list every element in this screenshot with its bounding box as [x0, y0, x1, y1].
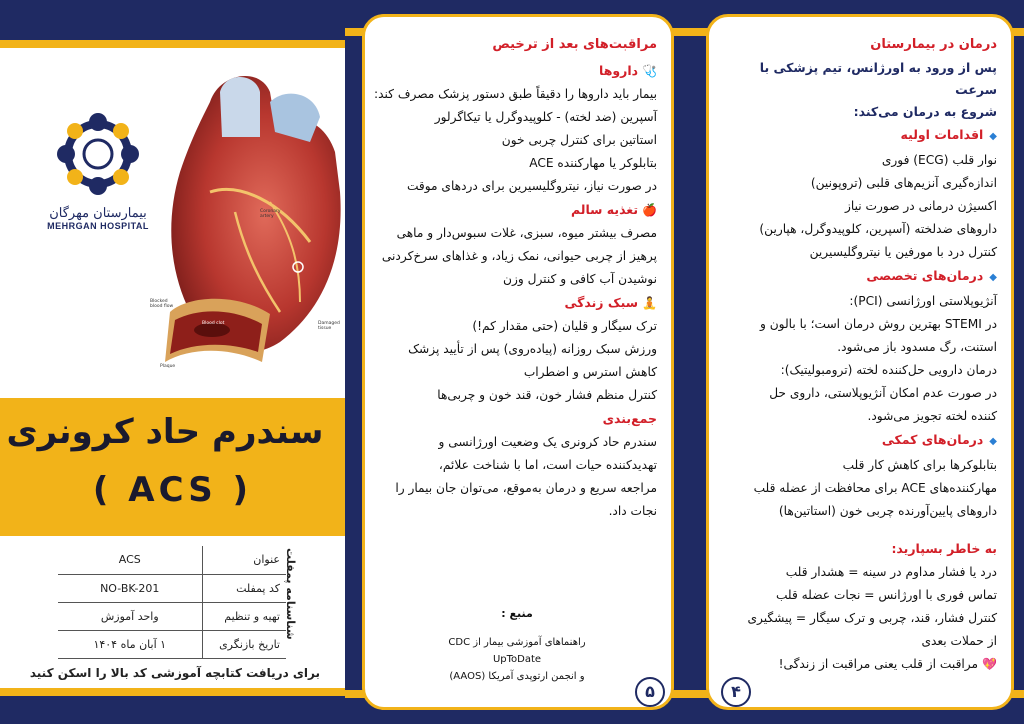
scan-note: برای دریافت کتابچه آموزشی کد بالا را اسکن کنید [29, 666, 320, 680]
nutrition-line: مصرف بیشتر میوه، سبزی، غلات سبوس‌دار و ماهی [396, 226, 657, 240]
first-aid-line: داروهای ضدلخته (آسپرین، کلوپیدوگرل، هپارین) [759, 222, 997, 236]
remember-final-text: مراقبت از قلب یعنی مراقبت از زندگی! [778, 657, 979, 671]
diamond-icon: ◆ [989, 131, 997, 142]
summary-line: نجات داد. [608, 504, 657, 518]
support-title [721, 428, 997, 454]
support-line: بتابلوکرها برای کاهش کار قلب [842, 458, 997, 472]
table-row [58, 630, 286, 658]
heart-icon: 💖 [982, 657, 997, 671]
lifestyle-title-text: سبک زندگی [564, 295, 639, 310]
source-line: UpToDate [492, 654, 542, 665]
pamphlet-id-table [58, 546, 286, 659]
lifestyle-line: کاهش استرس و اضطراب [523, 365, 657, 379]
meditation-icon: 🧘 [642, 296, 657, 310]
panel-page-5 [362, 14, 674, 710]
summary-line: تهدیدکننده حیات است، اما با شناخت علائم، [438, 458, 657, 472]
drugs-title-text: داروها [599, 63, 639, 78]
drug-line: در صورت نیاز، نیتروگلیسیرین برای دردهای موقت [406, 179, 657, 193]
svg-text:blood flow: blood flow [150, 304, 174, 309]
title-band [0, 398, 345, 536]
first-aid-line: اندازه‌گیری آنزیم‌های قلبی (تروپونین) [810, 176, 997, 190]
remember-line: کنترل فشار، قند، چربی و ترک سیگار = پیشگیری [747, 611, 997, 625]
drug-line: بتابلوکر یا مهارکننده ACE [529, 156, 657, 170]
cover-top-bar [0, 0, 345, 40]
pamphlet-title-en: ( ACS ) [92, 470, 253, 510]
stethoscope-icon: 🩺 [642, 64, 657, 78]
id-value: ACS [58, 546, 202, 574]
diamond-icon: ◆ [989, 272, 997, 283]
lifestyle-line: ترک سیگار و قلیان (حتی مقدار کم!) [472, 319, 657, 333]
first-aid-title [721, 123, 997, 149]
remember-line: درد یا فشار مداوم در سینه = هشدار قلب [785, 565, 997, 579]
support-line: داروهای پایین‌آورنده چربی خون (استاتین‌ها) [778, 504, 997, 518]
remember-final [721, 653, 997, 676]
nutrition-line: پرهیز از چربی حیوانی، نمک زیاد، و غذاهای سرخ‌کردنی [381, 249, 657, 263]
id-value: ۱ آبان ماه ۱۴۰۴ [58, 630, 202, 658]
remember-title: به خاطر بسپارید: [891, 541, 997, 556]
nutrition-title [377, 198, 657, 222]
special-line: در صورت عدم امکان آنژیوپلاستی، داروی حل [769, 386, 997, 400]
drugs-title [377, 59, 657, 83]
table-row [58, 546, 286, 574]
logo-emblem-icon [52, 108, 144, 200]
svg-text:Plaque: Plaque [160, 364, 176, 369]
pamphlet-title-fa: سندرم حاد کرونری [6, 412, 324, 452]
svg-text:Coronary: Coronary [260, 209, 281, 214]
page-number-5: ۵ [635, 677, 665, 707]
id-value: واحد آموزش [58, 602, 202, 630]
hospital-logo [38, 108, 158, 231]
special-title [721, 264, 997, 290]
page4-content [721, 33, 997, 676]
cover-top-gold-line [0, 40, 345, 48]
id-section-label [284, 548, 304, 656]
page-number-4: ۴ [721, 677, 751, 707]
sources-block [377, 605, 657, 685]
support-title-text: درمان‌های کمکی [881, 432, 984, 447]
id-value: NO-BK-201 [58, 574, 202, 602]
special-line: درمان دارویی حل‌کننده لخته (ترومبولیتیک): [780, 363, 997, 377]
cover-panel [0, 0, 345, 724]
id-key: تاریخ بازنگری [202, 630, 286, 658]
summary-title: جمع‌بندی [602, 411, 657, 426]
summary-line: مراجعه سریع و درمان به‌موقع، می‌توان جان بیمار را [395, 481, 657, 495]
hospital-name-en: MEHRGAN HOSPITAL [47, 221, 149, 231]
table-row [58, 602, 286, 630]
apple-icon: 🍎 [642, 203, 657, 217]
heart-illustration [150, 62, 345, 392]
first-aid-title-text: اقدامات اولیه [900, 127, 984, 142]
special-title-text: درمان‌های تخصصی [866, 268, 984, 283]
svg-text:artery: artery [260, 214, 274, 219]
diamond-icon: ◆ [989, 436, 997, 447]
lifestyle-title [377, 291, 657, 315]
drug-line: استاتین برای کنترل چربی خون [501, 133, 657, 147]
special-line: استنت، رگ مسدود باز می‌شود. [837, 340, 997, 354]
page4-intro-1: پس از ورود به اورژانس، تیم پزشکی با سرعت [759, 60, 997, 97]
page4-heading: درمان در بیمارستان [870, 37, 997, 52]
cover-bottom-bar [0, 696, 345, 724]
page4-intro-2: شروع به درمان می‌کند: [853, 104, 997, 119]
id-key: تهیه و تنظیم [202, 602, 286, 630]
source-line: و انجمن ارتوپدی آمریکا (AAOS) [449, 671, 585, 682]
cover-bottom-gold-line [0, 688, 345, 696]
first-aid-line: اکسیژن درمانی در صورت نیاز [845, 199, 997, 213]
id-key: کد پمفلت [202, 574, 286, 602]
table-row [58, 574, 286, 602]
panel-page-4 [706, 14, 1014, 710]
svg-text:tissue: tissue [318, 326, 332, 331]
drug-line: بیمار باید داروها را دقیقاً طبق دستور پزشک مصرف کند: [374, 87, 657, 101]
special-line: در STEMI بهترین روش درمان است؛ با بالون و [759, 317, 997, 331]
first-aid-line: نوار قلب (ECG) فوری [881, 153, 997, 167]
hospital-name-fa: بیمارستان مهرگان [49, 206, 147, 221]
special-line: آنژیوپلاستی اورژانسی (PCI): [849, 294, 997, 308]
svg-text:Damaged: Damaged [318, 321, 340, 326]
summary-line: سندرم حاد کرونری یک وضعیت اورژانسی و [438, 435, 657, 449]
svg-text:Blood clot: Blood clot [202, 321, 225, 326]
page5-content [374, 33, 657, 523]
source-title: منبع : [501, 607, 533, 620]
first-aid-line: کنترل درد با مورفین یا نیتروگلیسیرین [809, 245, 997, 259]
support-line: مهارکننده‌های ACE برای محافظت از عضله قلب [753, 481, 997, 495]
id-key: عنوان [202, 546, 286, 574]
nutrition-line: نوشیدن آب کافی و کنترل وزن [503, 272, 657, 286]
drug-line: آسپرین (ضد لخته) - کلوپیدوگرل یا تیکاگرلور [434, 110, 657, 124]
page5-heading: مراقبت‌های بعد از ترخیص [492, 37, 657, 52]
lifestyle-line: کنترل منظم فشار خون، قند خون و چربی‌ها [437, 388, 657, 402]
lifestyle-line: ورزش سبک روزانه (پیاده‌روی) پس از تأیید پزشک [408, 342, 657, 356]
remember-line: تماس فوری با اورژانس = نجات عضله قلب [775, 588, 997, 602]
remember-line: از حملات بعدی [921, 634, 997, 648]
svg-text:Blocked: Blocked [150, 299, 168, 304]
nutrition-title-text: تغذیه سالم [570, 202, 639, 217]
id-section-text: شناسنامه پمفلت [284, 548, 297, 640]
special-line: کننده لخته تجویز می‌شود. [867, 409, 997, 423]
source-line: راهنماهای آموزشی بیمار از CDC [448, 637, 586, 648]
